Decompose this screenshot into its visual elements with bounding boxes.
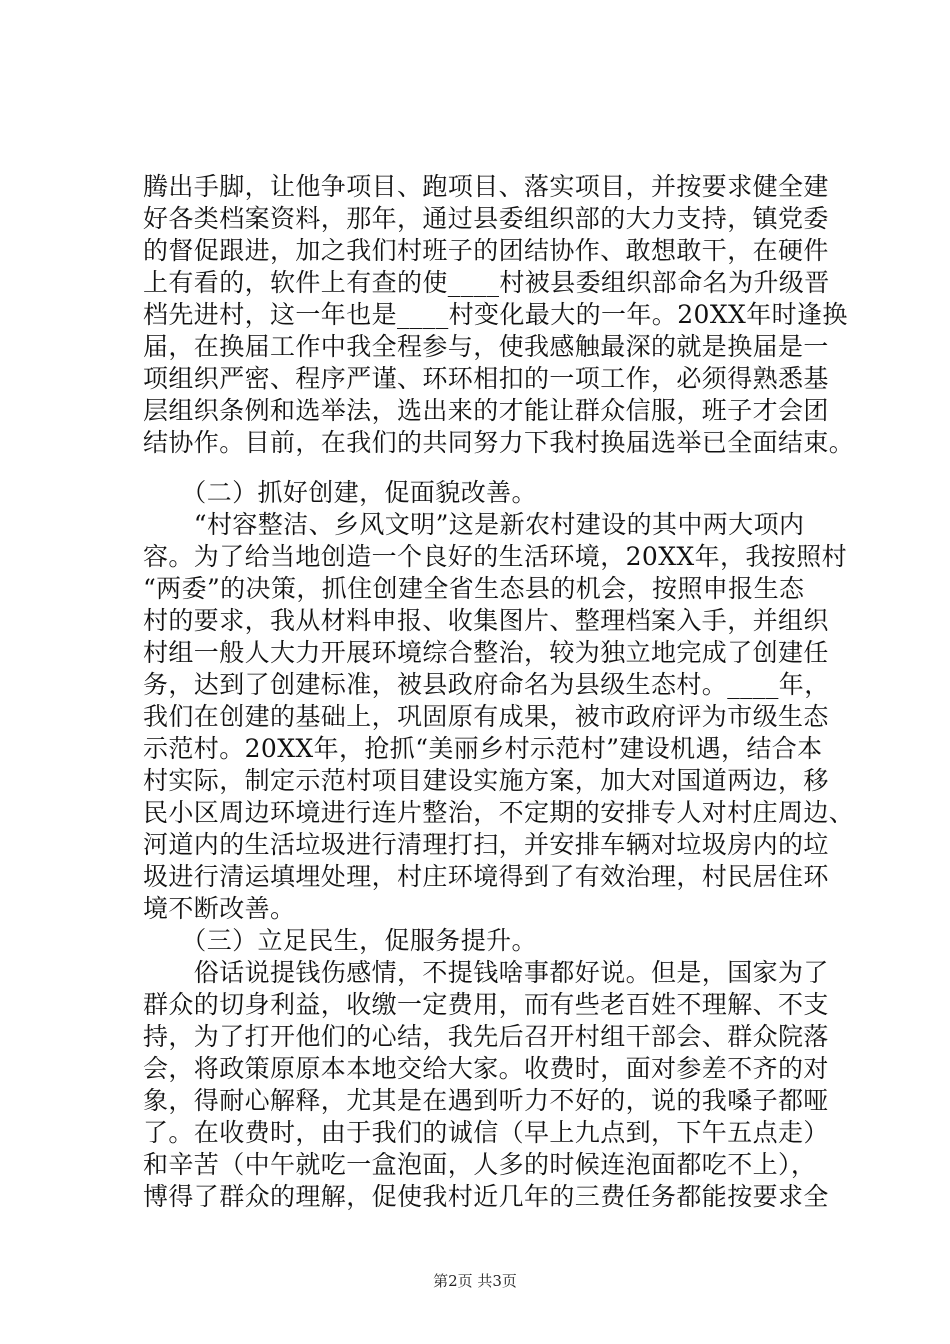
text-line: （二）抓好创建，促面貌改善。 — [143, 478, 537, 507]
text-line: 我们在创建的基础上，巩固原有成果，被市政府评为市级生态 — [143, 702, 829, 731]
text-line: 了。在收费时，由于我们的诚信（早上九点到，下午五点走） — [143, 1118, 829, 1147]
text-line: 村实际，制定示范村项目建设实施方案，加大对国道两边，移 — [143, 766, 829, 795]
text-line: 务，达到了创建标准，被县政府命名为县级生态村。____年， — [143, 670, 830, 699]
text-line: 层组织条例和选举法，选出来的才能让群众信服，班子才会团 — [143, 396, 829, 425]
text-line: 境不断改善。 — [143, 894, 296, 923]
text-line: 腾出手脚，让他争项目、跑项目、落实项目，并按要求健全建 — [143, 172, 829, 201]
text-line: 结协作。目前，在我们的共同努力下我村换届选举已全面结束。 — [143, 428, 855, 457]
text-line: 好各类档案资料，那年，通过县委组织部的大力支持，镇党委 — [143, 204, 829, 233]
text-line: 河道内的生活垃圾进行清理打扫，并安排车辆对垃圾房内的垃 — [143, 830, 829, 859]
text-line: 会，将政策原原本本地交给大家。收费时，面对参差不齐的对 — [143, 1054, 829, 1083]
text-line: “村容整洁、乡风文明”这是新农村建设的其中两大项内 — [143, 510, 805, 539]
text-line: 村组一般人大力开展环境综合整治，较为独立地完成了创建任 — [143, 638, 829, 667]
text-line: 象，得耐心解释，尤其是在遇到听力不好的，说的我嗓子都哑 — [143, 1086, 829, 1115]
text-line: 持，为了打开他们的心结，我先后召开村组干部会、群众院落 — [143, 1022, 829, 1051]
page-footer: 第2页 共3页 — [433, 1272, 517, 1290]
paragraph-block — [143, 477, 855, 1213]
text-line: 和辛苦（中午就吃一盒泡面，人多的时候连泡面都吃不上）， — [143, 1150, 817, 1179]
text-line: 群众的切身利益，收缴一定费用，而有些老百姓不理解、不支 — [143, 990, 829, 1019]
text-line: 博得了群众的理解，促使我村近几年的三费任务都能按要求全 — [143, 1182, 829, 1211]
text-line: （三）立足民生，促服务提升。 — [143, 926, 537, 955]
paragraph-gap — [143, 459, 843, 477]
text-line: 民小区周边环境进行连片整治，不定期的安排专人对村庄周边、 — [143, 798, 855, 827]
paragraph-block — [143, 171, 855, 459]
text-line: 圾进行清运填埋处理，村庄环境得到了有效治理，村民居住环 — [143, 862, 829, 891]
body-text — [143, 171, 855, 1213]
text-line: “两委”的决策，抓住创建全省生态县的机会，按照申报生态 — [143, 574, 805, 603]
text-line: 示范村。20XX年，抢抓“美丽乡村示范村”建设机遇，结合本 — [143, 734, 823, 763]
text-line: 届，在换届工作中我全程参与，使我感触最深的就是换届是一 — [143, 332, 829, 361]
text-line: 村的要求，我从材料申报、收集图片、整理档案入手，并组织 — [143, 606, 829, 635]
text-line: 俗话说提钱伤感情，不提钱啥事都好说。但是，国家为了 — [143, 958, 829, 987]
text-line: 容。为了给当地创造一个良好的生活环境，20XX年，我按照村 — [143, 542, 848, 571]
text-line: 上有看的，软件上有查的使____村被县委组织部命名为升级晋 — [143, 268, 830, 297]
text-line: 项组织严密、程序严谨、环环相扣的一项工作，必须得熟悉基 — [143, 364, 829, 393]
text-line: 档先进村，这一年也是____村变化最大的一年。20XX年时逢换 — [143, 300, 848, 329]
text-line: 的督促跟进，加之我们村班子的团结协作、敢想敢干，在硬件 — [143, 236, 829, 265]
